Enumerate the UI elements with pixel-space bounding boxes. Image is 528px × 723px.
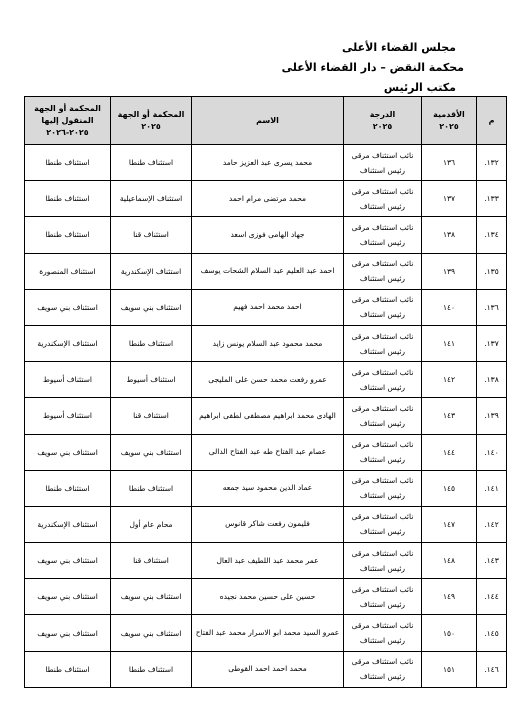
transfer-cell: استئناف بني سويف: [25, 543, 111, 579]
court-cell: استئناف طنطا: [111, 651, 192, 687]
row-number: ١٣٦.: [477, 289, 507, 325]
transfer-cell: استئناف بني سويف: [25, 579, 111, 615]
table-row: [25, 434, 507, 470]
row-number: ١٤٤.: [477, 579, 507, 615]
table-row: [25, 506, 507, 542]
grade-cell: نائب استئناف مرقى رئيس استئناف: [344, 253, 422, 289]
name-cell: عماد الدين محمود سيد جمعه: [192, 470, 344, 506]
row-number: ١٤١.: [477, 470, 507, 506]
name-cell: محمد محمود عبد السلام يونس زايد: [192, 325, 344, 361]
grade-cell: نائب استئناف مرقى رئيس استئناف: [344, 651, 422, 687]
grade-cell: نائب استئناف مرقى رئيس استئناف: [344, 325, 422, 361]
table-row: [25, 579, 507, 615]
transfer-cell: استئناف الإسكندرية: [25, 325, 111, 361]
row-number: ١٤٦.: [477, 651, 507, 687]
grade-cell: نائب استئناف مرقى رئيس استئناف: [344, 543, 422, 579]
row-number: ١٤٢.: [477, 506, 507, 542]
transfer-cell: استئناف الإسكندرية: [25, 506, 111, 542]
name-cell: عمرو رفعت محمد حسن على المليجى: [192, 362, 344, 398]
row-number: ١٣٤.: [477, 217, 507, 253]
transfer-cell: استئناف بني سويف: [25, 289, 111, 325]
transfer-cell: استئناف بني سويف: [25, 434, 111, 470]
row-number: ١٣٥.: [477, 253, 507, 289]
name-cell: محمد يسرى عبد العزيز حامد: [192, 145, 344, 181]
court-cell: استئناف قنا: [111, 543, 192, 579]
seniority-cell: ١٤٨: [422, 543, 477, 579]
seniority-cell: ١٤٠: [422, 289, 477, 325]
council-title: مجلس القضاء الأعلى: [342, 41, 456, 54]
court-cell: استئناف أسيوط: [111, 362, 192, 398]
row-number: ١٤٠.: [477, 434, 507, 470]
seniority-cell: ١٤٩: [422, 579, 477, 615]
name-cell: احمد محمد احمد فهيم: [192, 289, 344, 325]
court-cell: استئناف الإسكندرية: [111, 253, 192, 289]
transfer-cell: استئناف أسيوط: [25, 398, 111, 434]
grade-cell: نائب استئناف مرقى رئيس استئناف: [344, 434, 422, 470]
document-header: [281, 38, 464, 98]
col-header-transfer: المحكمة أو الجهة المنقول إليها ٢٠٢٥-٢٠٢٦: [25, 97, 111, 145]
row-number: ١٣٩.: [477, 398, 507, 434]
row-number: ١٣٣.: [477, 181, 507, 217]
table-row: [25, 362, 507, 398]
table-row: [25, 325, 507, 361]
seniority-cell: ١٣٦: [422, 145, 477, 181]
col-header-court: المحكمة أو الجهة ٢٠٢٥: [111, 97, 192, 145]
table-row: [25, 615, 507, 651]
seniority-cell: ١٥١: [422, 651, 477, 687]
court-cell: استئناف بني سويف: [111, 615, 192, 651]
row-number: ١٤٥.: [477, 615, 507, 651]
seniority-cell: ١٣٨: [422, 217, 477, 253]
grade-cell: نائب استئناف مرقى رئيس استئناف: [344, 398, 422, 434]
seniority-cell: ١٤٣: [422, 398, 477, 434]
grade-cell: نائب استئناف مرقى رئيس استئناف: [344, 615, 422, 651]
name-cell: عمر محمد عبد اللطيف عبد العال: [192, 543, 344, 579]
table-row: [25, 181, 507, 217]
transfer-cell: استئناف طنطا: [25, 217, 111, 253]
seniority-cell: ١٤٧: [422, 506, 477, 542]
name-cell: حسين على حسين محمد نجيده: [192, 579, 344, 615]
seniority-cell: ١٥٠: [422, 615, 477, 651]
court-cell: استئناف بني سويف: [111, 434, 192, 470]
grade-cell: نائب استئناف مرقى رئيس استئناف: [344, 362, 422, 398]
court-cell: استئناف الإسماعيلية: [111, 181, 192, 217]
grade-cell: نائب استئناف مرقى رئيس استئناف: [344, 217, 422, 253]
name-cell: عصام عبد الفتاح طه عبد الفتاح الدالى: [192, 434, 344, 470]
name-cell: محمد مرتضى مرام احمد: [192, 181, 344, 217]
table-header-row: [25, 97, 507, 145]
grade-cell: نائب استئناف مرقى رئيس استئناف: [344, 181, 422, 217]
table-row: [25, 651, 507, 687]
name-cell: احمد عبد العليم عبد السلام الشحات يوسف: [192, 253, 344, 289]
col-header-m: م: [477, 97, 507, 145]
transfer-cell: استئناف أسيوط: [25, 362, 111, 398]
table-row: [25, 253, 507, 289]
transfer-cell: استئناف طنطا: [25, 145, 111, 181]
court-cell: استئناف بني سويف: [111, 289, 192, 325]
seniority-cell: ١٣٧: [422, 181, 477, 217]
court-cell: استئناف قنا: [111, 217, 192, 253]
name-cell: فليمون رفعت شاكر قانوس: [192, 506, 344, 542]
grade-cell: نائب استئناف مرقى رئيس استئناف: [344, 579, 422, 615]
court-cell: استئناف قنا: [111, 398, 192, 434]
grade-cell: نائب استئناف مرقى رئيس استئناف: [344, 470, 422, 506]
court-title: محكمة النقض – دار القضاء الأعلى: [281, 61, 464, 74]
court-cell: استئناف طنطا: [111, 145, 192, 181]
seniority-cell: ١٤٢: [422, 362, 477, 398]
name-cell: عمرو السيد محمد ابو الاسرار محمد عبد الفتاح: [192, 615, 344, 651]
transfers-table: [24, 96, 507, 688]
name-cell: جهاد الهامى فوزى اسعد: [192, 217, 344, 253]
table-row: [25, 398, 507, 434]
transfer-cell: استئناف طنطا: [25, 181, 111, 217]
name-cell: محمد احمد احمد القوطى: [192, 651, 344, 687]
court-cell: استئناف طنطا: [111, 325, 192, 361]
seniority-cell: ١٤٤: [422, 434, 477, 470]
transfer-cell: استئناف بني سويف: [25, 615, 111, 651]
col-header-seniority: الأقدمية ٢٠٢٥: [422, 97, 477, 145]
table-row: [25, 289, 507, 325]
col-header-name: الاسم: [192, 97, 344, 145]
transfer-cell: استئناف طنطا: [25, 470, 111, 506]
table-row: [25, 543, 507, 579]
court-cell: محام عام أول: [111, 506, 192, 542]
transfer-cell: استئناف المنصورة: [25, 253, 111, 289]
seniority-cell: ١٣٩: [422, 253, 477, 289]
row-number: ١٣٧.: [477, 325, 507, 361]
court-cell: استئناف بني سويف: [111, 579, 192, 615]
row-number: ١٣٨.: [477, 362, 507, 398]
row-number: ١٤٣.: [477, 543, 507, 579]
table-row: [25, 217, 507, 253]
table-row: [25, 470, 507, 506]
grade-cell: نائب استئناف مرقى رئيس استئناف: [344, 145, 422, 181]
row-number: ١٣٢.: [477, 145, 507, 181]
grade-cell: نائب استئناف مرقى رئيس استئناف: [344, 289, 422, 325]
col-header-grade: الدرجة ٢٠٢٥: [344, 97, 422, 145]
seniority-cell: ١٤١: [422, 325, 477, 361]
court-cell: استئناف طنطا: [111, 470, 192, 506]
seniority-cell: ١٤٥: [422, 470, 477, 506]
name-cell: الهادى محمد ابراهيم مصطفى لطفى ابراهيم: [192, 398, 344, 434]
grade-cell: نائب استئناف مرقى رئيس استئناف: [344, 506, 422, 542]
office-title: مكتب الرئيس: [383, 81, 456, 94]
table-row: [25, 145, 507, 181]
transfer-cell: استئناف طنطا: [25, 651, 111, 687]
